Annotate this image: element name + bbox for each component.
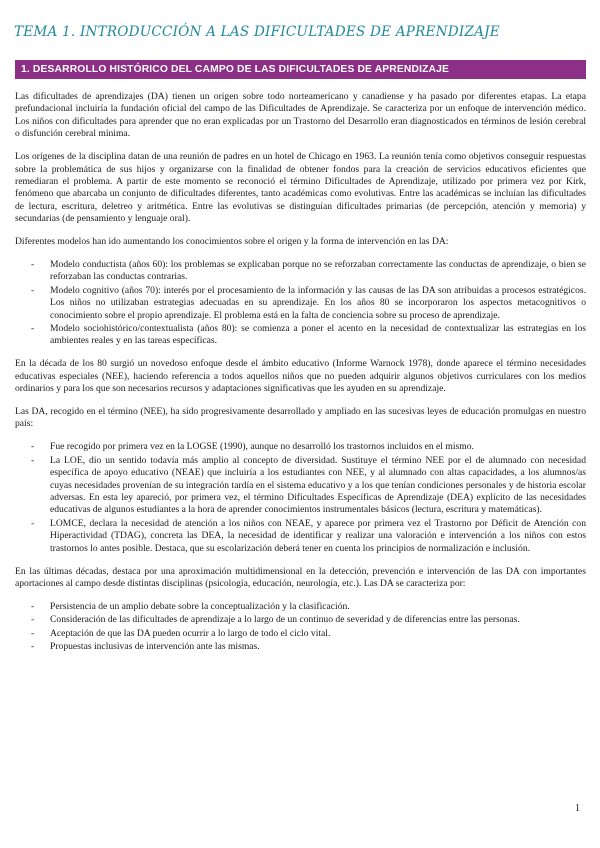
bullet-dash: - xyxy=(31,627,35,639)
bullet-list xyxy=(15,601,586,654)
list-item: - Propuestas inclusivas de intervención ante las mismas. xyxy=(31,641,260,653)
paragraph: Las dificultades de aprendizajes (DA) tienen un origen sobre todo norteamericano y canadiense y ha pasado por diferentes etapas. La etapa prefundacional incluiría la fundación oficial del campo de las Dificultades de Aprendizaje. Se caracteriza por un enfoque de intervención médico. Los niños con dificultades para aprender que no eran explicadas por un Trastorno del Desarrollo eran diagnosticados en términos de lesión cerebral o disfunción cerebral mínima. xyxy=(15,91,586,140)
bullet-dash: - xyxy=(31,641,35,653)
paragraph: Diferentes modelos han ido aumentando los conocimientos sobre el origen y la forma de intervención en las DA: xyxy=(15,236,449,248)
section-heading: 1. DESARROLLO HISTÓRICO DEL CAMPO DE LAS DIFICULTADES DE APRENDIZAJE xyxy=(15,60,586,79)
paragraph: Las DA, recogido en el término (NEE), ha sido progresivamente desarrollado y ampliado en las sucesivas leyes de educación promulgas en nuestro país: xyxy=(15,406,586,430)
bullet-dash: - xyxy=(31,284,35,296)
paragraph: En las últimas décadas, destaca por una aproximación multidimensional en la detección, prevención e intervención de las DA con importantes aportaciones al campo desde distintas disciplinas (psicología, educación, neurología, etc.). Las DA se caracteriza por: xyxy=(15,565,586,589)
paragraph: Los orígenes de la disciplina datan de una reunión de padres en un hotel de Chicago en 1963. La reunión tenía como objetivos conseguir respuestas sobre la problemática de sus hijos y organizarse con la finalidad de obtener fondos para la creación de servicios educativos eficientes que remediaran el problema. A partir de este momento se reconoció el término Dificultades de Aprendizaje, utilizado por primera vez por Kirk, fenómeno que abarcaba un conjunto de dificultades diferentes, tanto académicas como evolutivas. Entre las académicas se incluían las dificultades de lectura, escritura, deletreo y aritmética. Entre las evolutivas se distinguían dificultades primarias (de percepción, atención y memoria) y secundarias (de pensamiento y lenguaje oral). xyxy=(15,151,586,225)
page-number: 1 xyxy=(575,803,580,814)
list-item: - Aceptación de que las DA pueden ocurrir a lo largo de todo el ciclo vital. xyxy=(31,627,331,639)
list-item: - Persistencia de un amplio debate sobre la conceptualización y la clasificación. xyxy=(31,600,350,612)
list-item: - Modelo sociohistórico/contextualista (años 80): se comienza a poner el acento en la necesidad de contextualizar las estrategias en los ambientes reales y en las tareas específicas. xyxy=(31,323,586,347)
list-item: - Fue recogido por primera vez en la LOGSE (1990), aunque no desarrolló los trastornos incluidos en el mismo. xyxy=(31,441,474,453)
bullet-dash: - xyxy=(31,441,35,453)
list-item: - Modelo cognitivo (años 70): interés por el procesamiento de la información y las causas de las DA son atribuidas a procesos estratégicos. Los niños no utilizaban estrategias adecuadas en su aprendizaje. En los años 80 se incorporaron los aspectos metacognitivos o conocimiento sobre el propio aprendizaje. El problema está en la falta de conciencia sobre su proceso de aprendizaje. xyxy=(31,284,586,321)
paragraph: En la década de los 80 surgió un novedoso enfoque desde el ámbito educativo (Informe Warnock 1978), donde aparece el término necesidades educativas especiales (NEE), haciendo referencia a todos aquellos niños que no pueden adquirir algunos objetivos curriculares con los medios ordinarios y para los que son necesarios recursos y adaptaciones significativas que les ayuden en su aprendizaje. xyxy=(15,358,586,395)
list-item: - Consideración de las dificultades de aprendizaje a lo largo de un continuo de severidad y de diferencias entre las personas. xyxy=(31,614,520,626)
bullet-dash: - xyxy=(31,517,35,529)
bullet-dash: - xyxy=(31,323,35,334)
bullet-dash: - xyxy=(31,454,35,466)
bullet-list xyxy=(15,259,586,348)
bullet-dash: - xyxy=(31,614,35,626)
bullet-list xyxy=(15,441,586,555)
bullet-dash: - xyxy=(31,600,35,612)
document-title: TEMA 1. INTRODUCCIÓN A LAS DIFICULTADES DE APRENDIZAJE xyxy=(14,24,500,40)
bullet-dash: - xyxy=(31,258,35,270)
document-body xyxy=(15,91,586,664)
list-item: - LOMCE, declara la necesidad de atención a los niños con NEAE, y aparece por primera vez el Trastorno por Déficit de Atención con Hiperactividad (TDAG), concreta las DEA, la necesidad de identificar y realizar una valoración e intervención a los niños con estos trastornos lo antes posible. Destaca, que su escolarización deberá tener en cuenta los principios de normalización e inclusión. xyxy=(31,517,586,554)
list-item: - Modelo conductista (años 60): los problemas se explicaban porque no se reforzaban correctamente las conductas de aprendizaje, o bien se reforzaban las conductas contrarias. xyxy=(31,258,586,283)
list-item: - La LOE, dio un sentido todavía más amplio al concepto de diversidad. Sustituye el término NEE por el de alumnado con necesidad específica de apoyo educativo (NEAE) que incluiría a los estudiantes con NEE, y al alumnado con altas capacidades, a los alumnos/as cuyas necesidades provenían de su integración tardía en el sistema educativo y a los que tenían condiciones personales y de historia escolar adversas. En esta ley apareció, por primera vez, el término Dificultades Específicas de Aprendizaje (DEA) explícito de las necesidades educativas de algunos estudiantes a la hora de aprender conocimientos instrumentales básicos (lectura, escritura y matemáticas). xyxy=(31,454,586,516)
